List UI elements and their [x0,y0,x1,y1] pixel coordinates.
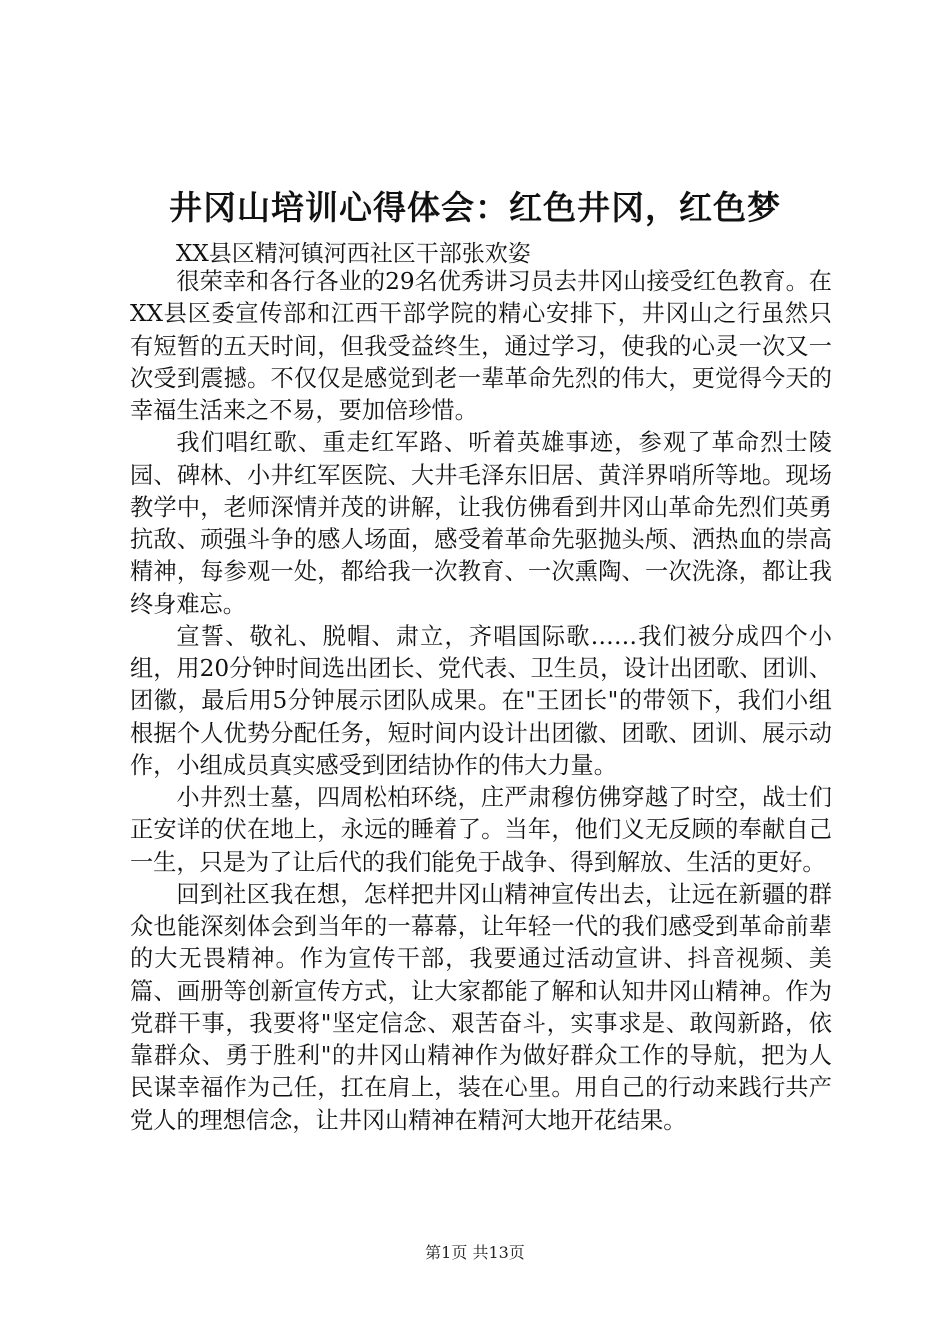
paragraph-4: 小井烈士墓，四周松柏环绕，庄严肃穆仿佛穿越了时空，战士们正安详的伏在地上，永远的睡着了。当年，他们义无反顾的奉献自己一生，只是为了让后代的我们能免于战争、得到解放、生活的更好。 [130,784,832,876]
document-body [130,266,832,1137]
paragraph-3: 宣誓、敬礼、脱帽、肃立，齐唱国际歌……我们被分成四个小组，用20分钟时间选出团长、党代表、卫生员，设计出团歌、团训、团徽，最后用5分钟展示团队成果。在"王团长"的带领下，我们小组根据个人优势分配任务，短时间内设计出团徽、团歌、团训、展示动作，小组成员真实感受到团结协作的伟大力量。 [130,622,832,779]
paragraph-5: 回到社区我在想，怎样把井冈山精神宣传出去，让远在新疆的群众也能深刻体会到当年的一幕幕，让年轻一代的我们感受到革命前辈的大无畏精神。作为宣传干部，我要通过活动宣讲、抖音视频、美篇、画册等创新宣传方式，让大家都能了解和认知井冈山精神。作为党群干事，我要将"坚定信念、艰苦奋斗，实事求是、敢闯新路，依靠群众、勇于胜利"的井冈山精神作为做好群众工作的导航，把为人民谋幸福作为己任，扛在肩上，装在心里。用自己的行动来践行共产党人的理想信念，让井冈山精神在精河大地开花结果。 [130,880,832,1134]
paragraph-2: 我们唱红歌、重走红军路、听着英雄事迹，参观了革命烈士陵园、碑林、小井红军医院、大井毛泽东旧居、黄洋界哨所等地。现场教学中，老师深情并茂的讲解，让我仿佛看到井冈山革命先烈们英勇抗敌、顽强斗争的感人场面，感受着革命先驱抛头颅、洒热血的崇高精神，每参观一处，都给我一次教育、一次熏陶、一次洗涤，都让我终身难忘。 [130,429,832,618]
page-title: 井冈山培训心得体会：红色井冈，红色梦 [169,188,781,227]
page-number-footer: 第1页 共13页 [425,1243,525,1262]
paragraph-1: 很荣幸和各行各业的29名优秀讲习员去井冈山接受红色教育。在XX县区委宣传部和江西干部学院的精心安排下，井冈山之行虽然只有短暂的五天时间，但我受益终生，通过学习，使我的心灵一次又一次受到震撼。不仅仅是感觉到老一辈革命先烈的伟大，更觉得今天的幸福生活来之不易，要加倍珍惜。 [130,268,832,424]
author-line: XX县区精河镇河西社区干部张欢姿 [176,241,531,267]
